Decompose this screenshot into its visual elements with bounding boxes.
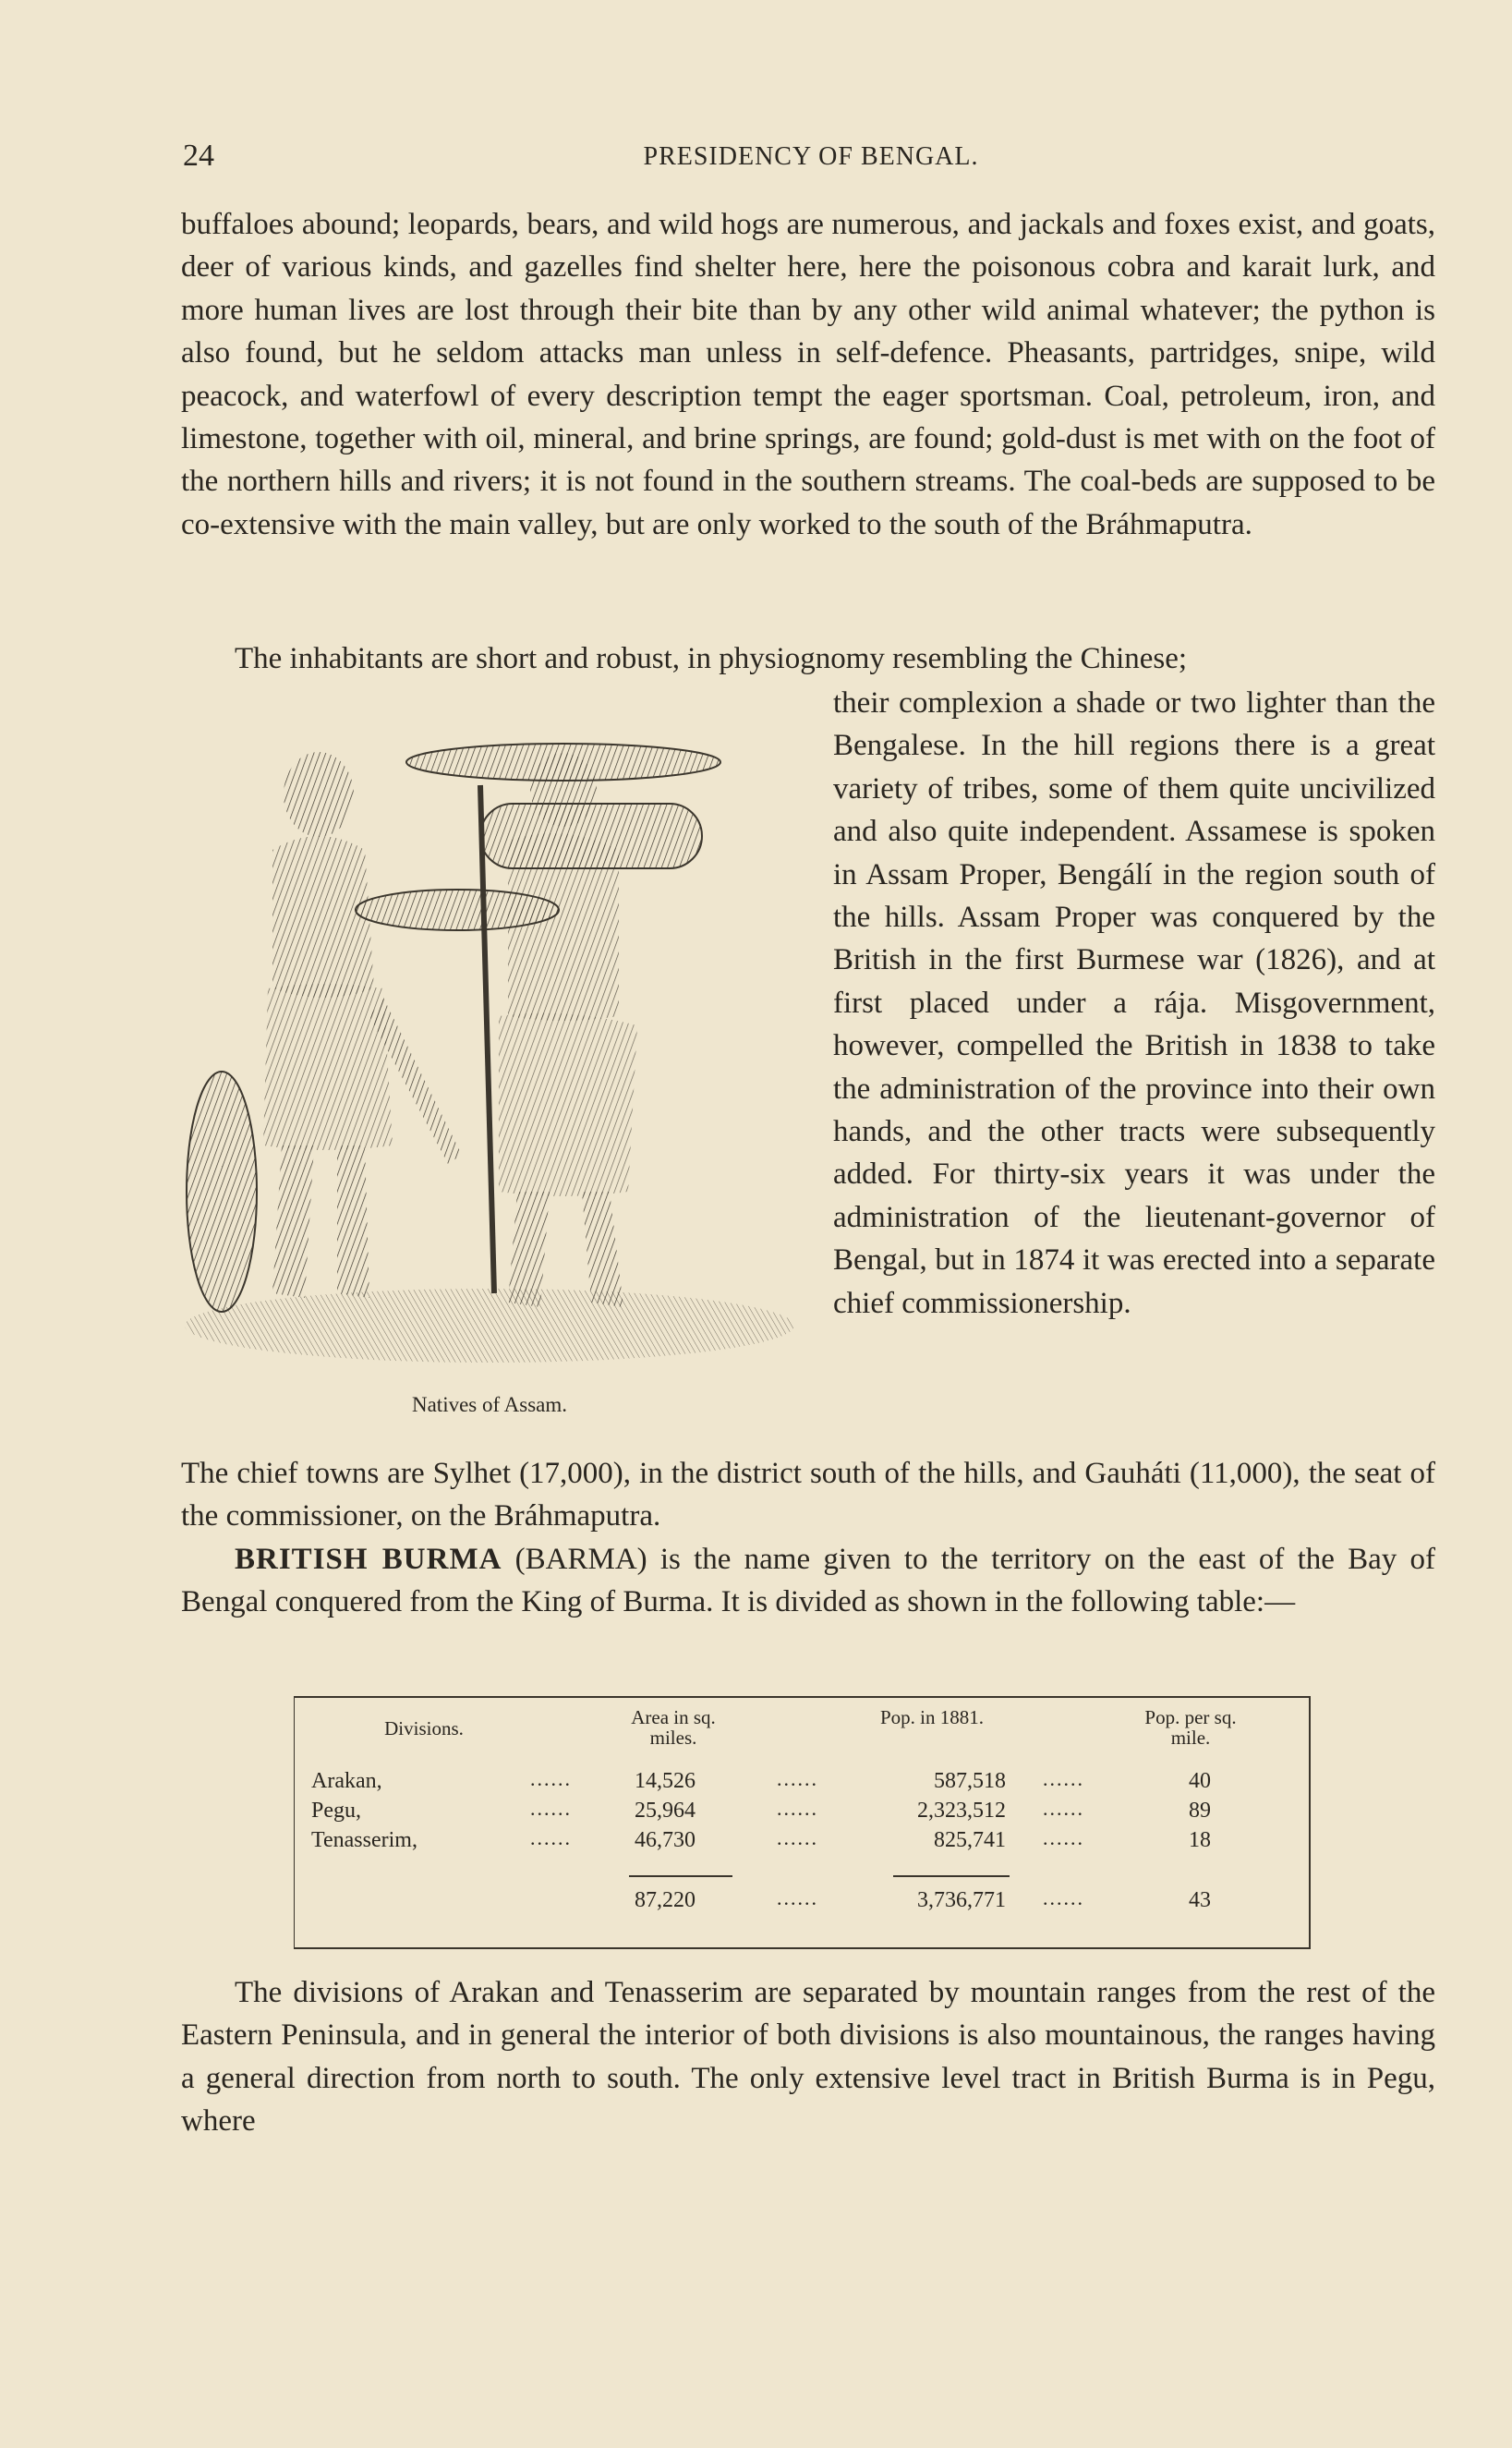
paragraph-fauna-minerals: buffaloes abound; leopards, bears, and wild hogs are numerous, and jackals and foxes exist, and goats, deer of various kinds, and gazelles find shelter here, here the poisonous cobra and karait lurk, and more human lives are lost through their bite than by any other wild animal whatever; the python is also found, but he seldom attacks man unless in self-defence. Pheasants, partridges, snipe, wild peacock, and waterfowl of every description tempt the eager sportsman. Coal, petroleum, iron, and limestone, together with oil, mineral, and brine springs, are found; gold-dust is met with on the foot of the northern hills and rivers; it is not found in the southern streams. The coal-beds are supposed to be co-extensive with the main valley, but are only worked to the south of the Bráhmaputra. <box>181 208 1435 541</box>
column-header-density: Pop. per sq. mile. <box>1144 1706 1237 1749</box>
cell-division: Pegu, <box>311 1799 361 1823</box>
engraving-illustration <box>175 711 804 1386</box>
column-header-area: Area in sq. miles. <box>631 1706 716 1749</box>
column-header-population: Pop. in 1881. <box>879 1706 984 1728</box>
leader-dots: ...... <box>1043 1797 1084 1820</box>
leader-dots: ...... <box>777 1826 818 1849</box>
leader-dots: ...... <box>1043 1886 1084 1909</box>
paragraph-divisions-mountains: The divisions of Arakan and Tenasserim are separated by mountain ranges from the rest of the Eastern Peninsula, and in general the interior of both divisions is also mountainous, the ranges having a general direction from north to south. The only extensive level tract in British Burma is in Pegu, where <box>181 1976 1435 2139</box>
divisions-table <box>294 1696 1311 1949</box>
column-header-divisions: Divisions. <box>384 1717 464 1739</box>
leader-dots: ...... <box>530 1826 572 1849</box>
cell-density: 18 <box>1189 1828 1211 1852</box>
page-header <box>183 139 1439 179</box>
leader-dots: ...... <box>777 1886 818 1909</box>
paragraph-body: is the name given to the territory on the east of the Bay of Bengal conquered from the King of Burma. It is divided as shown in the following table:— <box>181 1543 1436 1619</box>
cell-area: 25,964 <box>635 1799 696 1823</box>
cell-area: 46,730 <box>635 1828 696 1852</box>
leader-dots: ...... <box>530 1797 572 1820</box>
total-population: 3,736,771 <box>917 1888 1006 1912</box>
total-rule-population <box>893 1875 1010 1877</box>
section-heading-british-burma: BRITISH BURMA <box>235 1543 502 1576</box>
page-number: 24 <box>183 139 214 173</box>
leader-dots: ...... <box>777 1797 818 1820</box>
heading-alt-name: (BARMA) <box>514 1543 647 1576</box>
right-figure-sketch <box>356 744 720 1307</box>
cell-division: Tenasserim, <box>311 1828 417 1852</box>
cell-density: 89 <box>1189 1799 1211 1823</box>
figure-natives-of-assam <box>175 711 804 1432</box>
cell-population: 2,323,512 <box>917 1799 1006 1823</box>
cell-population: 825,741 <box>934 1828 1006 1852</box>
total-rule-area <box>629 1875 732 1877</box>
cell-area: 14,526 <box>635 1769 696 1793</box>
cell-density: 40 <box>1189 1769 1211 1793</box>
cell-population: 587,518 <box>934 1769 1006 1793</box>
leader-dots: ...... <box>1043 1767 1084 1790</box>
paragraph-british-burma <box>181 1538 1435 1624</box>
leader-dots: ...... <box>1043 1826 1084 1849</box>
leader-dots: ...... <box>530 1767 572 1790</box>
cell-division: Arakan, <box>311 1769 382 1793</box>
total-area: 87,220 <box>635 1888 696 1912</box>
leader-dots: ...... <box>777 1767 818 1790</box>
running-head: PRESIDENCY OF BENGAL. <box>643 142 979 171</box>
paragraph-inhabitants-wrapped: their complexion a shade or two lighter than the Bengalese. In the hill regions there is a great variety of tribes, some of them quite uncivilized and also quite independent. Assamese is spoken in Assam Proper, Bengálí in the region south of the hills. Assam Proper was conquered by the British in the first Burmese war (1826), and at first placed under a rája. Misgovernment, however, compelled the British in 1838 to take the administration of the province into their own hands, and the other tracts were subsequently added. For thirty-six years it was under the administration of the lieutenant-governor of Bengal, but in 1874 it was erected into a separate chief commissionership. <box>833 686 1435 1320</box>
figure-caption: Natives of Assam. <box>411 1393 567 1416</box>
left-figure-sketch <box>187 752 462 1312</box>
total-density: 43 <box>1189 1888 1211 1912</box>
paragraph-inhabitants-first-line: The inhabitants are short and robust, in physiognomy resembling the Chinese; <box>235 642 1188 675</box>
paragraph-chief-towns: The chief towns are Sylhet (17,000), in the district south of the hills, and Gauháti (11,000), the seat of the commissioner, on the Bráhmaputra. <box>181 1457 1435 1533</box>
